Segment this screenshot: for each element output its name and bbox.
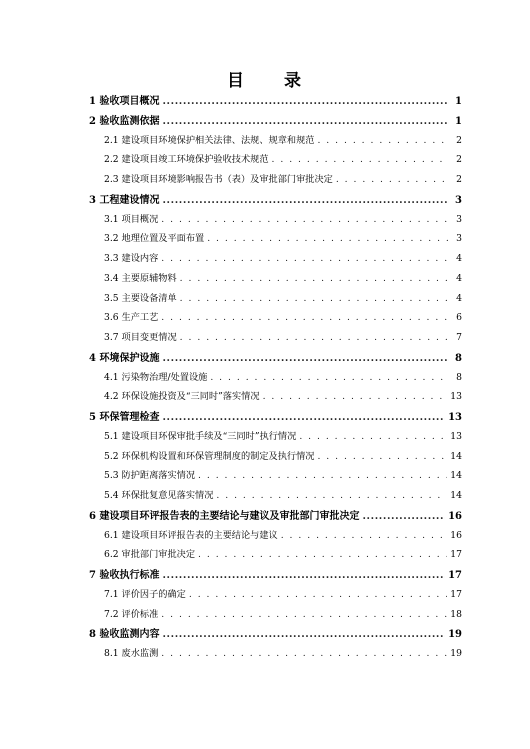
toc-entry-page: 18 bbox=[450, 608, 462, 620]
toc-entry-page: 13 bbox=[450, 391, 462, 403]
toc-entry[interactable] bbox=[104, 645, 462, 659]
toc-entry-page: 19 bbox=[448, 629, 462, 641]
toc-entry[interactable] bbox=[104, 388, 462, 402]
toc-entry-label: 2.1 建设项目环境保护相关法律、法规、规章和规范 bbox=[104, 134, 315, 146]
toc-entry-label: 3.1 项目概况 bbox=[104, 213, 159, 225]
toc-dot-leader bbox=[180, 273, 449, 284]
toc-entry[interactable] bbox=[104, 151, 462, 165]
toc-entry-label: 8.1 废水监测 bbox=[104, 648, 159, 659]
toc-entry[interactable] bbox=[104, 586, 462, 600]
toc-dot-leader bbox=[189, 589, 447, 600]
toc-entry-label: 7 验收执行标准 bbox=[89, 570, 160, 581]
toc-dot-leader bbox=[299, 431, 447, 442]
toc-entry-page: 3 bbox=[455, 194, 462, 206]
toc-entry-page: 17 bbox=[450, 549, 462, 561]
toc-dot-leader bbox=[162, 96, 449, 107]
toc-entry-page: 1 bbox=[455, 96, 462, 107]
toc-entry[interactable] bbox=[104, 467, 462, 481]
toc-dot-leader bbox=[281, 530, 448, 541]
toc-entry-page: 17 bbox=[450, 588, 462, 600]
toc-dot-leader bbox=[198, 470, 447, 481]
toc-entry-page: 2 bbox=[456, 154, 462, 166]
toc-entry-page: 14 bbox=[450, 490, 462, 501]
toc-entry-label: 5.1 建设项目环保审批手续及“三同时”执行情况 bbox=[104, 430, 297, 442]
toc-entry-page: 4 bbox=[456, 253, 462, 264]
toc-entry-label: 2.3 建设项目环境影响报告书（表）及审批部门审批决定 bbox=[104, 174, 333, 185]
toc-entry[interactable] bbox=[104, 250, 462, 264]
toc-entry-page: 16 bbox=[448, 510, 462, 522]
toc-entry-page: 19 bbox=[450, 648, 462, 659]
toc-dot-leader bbox=[162, 629, 445, 640]
toc-entry-label: 3.7 项目变更情况 bbox=[104, 332, 177, 343]
toc-entry[interactable] bbox=[89, 349, 462, 364]
toc-dot-leader bbox=[210, 372, 449, 383]
toc-entry[interactable] bbox=[89, 507, 462, 522]
toc-entry[interactable] bbox=[104, 270, 462, 284]
toc-entry[interactable] bbox=[104, 546, 462, 560]
toc-entry-page: 8 bbox=[456, 371, 462, 383]
toc-entry-label: 6 建设项目环评报告表的主要结论与建议及审批部门审批决定 bbox=[89, 510, 360, 522]
toc-entry[interactable] bbox=[104, 230, 462, 244]
toc-dot-leader bbox=[162, 116, 449, 127]
toc-dot-leader bbox=[180, 332, 449, 343]
toc-entry-label: 6.1 建设项目环评报告表的主要结论与建议 bbox=[104, 529, 278, 541]
toc-dot-leader bbox=[161, 648, 447, 659]
toc-entry-label: 3 工程建设情况 bbox=[89, 194, 160, 206]
toc-entry-page: 1 bbox=[455, 115, 462, 127]
toc-entry-page: 7 bbox=[456, 332, 462, 343]
toc-entry-label: 1 验收项目概况 bbox=[89, 96, 160, 107]
toc-dot-leader bbox=[162, 353, 449, 364]
toc-entry-page: 14 bbox=[450, 450, 462, 462]
toc-entry[interactable] bbox=[89, 191, 462, 206]
toc-entry[interactable] bbox=[104, 171, 462, 185]
toc-entry-page: 13 bbox=[448, 412, 462, 423]
toc-entry[interactable] bbox=[104, 309, 462, 323]
toc-dot-leader bbox=[162, 570, 445, 581]
toc-dot-leader bbox=[336, 174, 449, 185]
toc-dot-leader bbox=[161, 609, 447, 620]
toc-entry-label: 3.5 主要设备清单 bbox=[104, 292, 177, 304]
toc-entry-page: 6 bbox=[456, 312, 462, 324]
toc-entry[interactable] bbox=[104, 448, 462, 462]
toc-entry[interactable] bbox=[89, 92, 462, 107]
toc-entry[interactable] bbox=[104, 369, 462, 383]
toc-entry-label: 2.2 建设项目竣工环境保护验收技术规范 bbox=[104, 154, 269, 166]
toc-entry-label: 7.2 评价标准 bbox=[104, 608, 159, 620]
toc-dot-leader bbox=[317, 451, 447, 462]
toc-entry-label: 3.2 地理位置及平面布置 bbox=[104, 233, 205, 245]
toc-entry-label: 8 验收监测内容 bbox=[89, 629, 160, 641]
toc-entry-page: 2 bbox=[456, 134, 462, 146]
toc-entry-page: 16 bbox=[450, 529, 462, 541]
toc-dot-leader bbox=[317, 135, 449, 146]
toc-entry[interactable] bbox=[104, 290, 462, 304]
toc-entry-label: 3.3 建设内容 bbox=[104, 253, 159, 264]
toc-entry[interactable] bbox=[104, 527, 462, 541]
toc-entry-page: 17 bbox=[448, 570, 462, 581]
toc-dot-leader bbox=[272, 154, 449, 165]
toc-entry-page: 8 bbox=[455, 352, 462, 364]
toc-entry[interactable] bbox=[104, 428, 462, 442]
toc-dot-leader bbox=[263, 391, 448, 402]
toc-entry-page: 4 bbox=[456, 292, 462, 304]
toc-entry-page: 4 bbox=[456, 272, 462, 284]
toc-entry[interactable] bbox=[89, 408, 462, 423]
toc-dot-leader bbox=[162, 195, 449, 206]
toc-entry-page: 14 bbox=[450, 470, 462, 482]
toc-entry-page: 3 bbox=[456, 233, 462, 245]
toc-entry-label: 7.1 评价因子的确定 bbox=[104, 588, 186, 600]
toc-entry[interactable] bbox=[104, 132, 462, 146]
toc-entry-label: 4 环境保护设施 bbox=[89, 352, 160, 364]
toc-entry-label: 6.2 审批部门审批决定 bbox=[104, 549, 196, 561]
toc-dot-leader bbox=[207, 233, 449, 244]
toc-title: 目 录 bbox=[227, 71, 303, 91]
toc-entry-label: 5 环保管理检查 bbox=[89, 412, 160, 423]
toc-dot-leader bbox=[198, 549, 447, 560]
toc-entry-label: 5.3 防护距离落实情况 bbox=[104, 470, 196, 482]
toc-entry[interactable] bbox=[104, 211, 462, 225]
toc-entry[interactable] bbox=[89, 566, 462, 581]
toc-entry-label: 4.1 污染物治理/处置设施 bbox=[104, 371, 208, 383]
toc-dot-leader bbox=[161, 312, 449, 323]
toc-dot-leader bbox=[162, 412, 445, 423]
toc-dot-leader bbox=[161, 214, 449, 225]
toc-entry[interactable] bbox=[89, 625, 462, 640]
toc-entry-label: 5.4 环保批复意见落实情况 bbox=[104, 490, 214, 501]
toc-dot-leader bbox=[180, 293, 449, 304]
toc-entry[interactable] bbox=[104, 329, 462, 343]
toc-entry[interactable] bbox=[104, 606, 462, 620]
toc-entry[interactable] bbox=[89, 112, 462, 127]
toc-entry-page: 2 bbox=[456, 174, 462, 185]
toc-entry-page: 3 bbox=[456, 213, 462, 225]
toc-dot-leader bbox=[161, 253, 449, 264]
toc-dot-leader bbox=[216, 490, 447, 501]
toc-entry-label: 5.2 环保机构设置和环保管理制度的制定及执行情况 bbox=[104, 450, 315, 462]
toc-entry-label: 3.6 生产工艺 bbox=[104, 312, 159, 324]
toc-entry-page: 13 bbox=[450, 430, 462, 442]
toc-entry[interactable] bbox=[104, 487, 462, 501]
toc-entry-label: 3.4 主要原辅物料 bbox=[104, 272, 177, 284]
toc-entry-label: 4.2 环保设施投资及“三同时”落实情况 bbox=[104, 391, 260, 403]
toc-dot-leader bbox=[362, 511, 445, 522]
toc-entry-label: 2 验收监测依据 bbox=[89, 115, 160, 127]
